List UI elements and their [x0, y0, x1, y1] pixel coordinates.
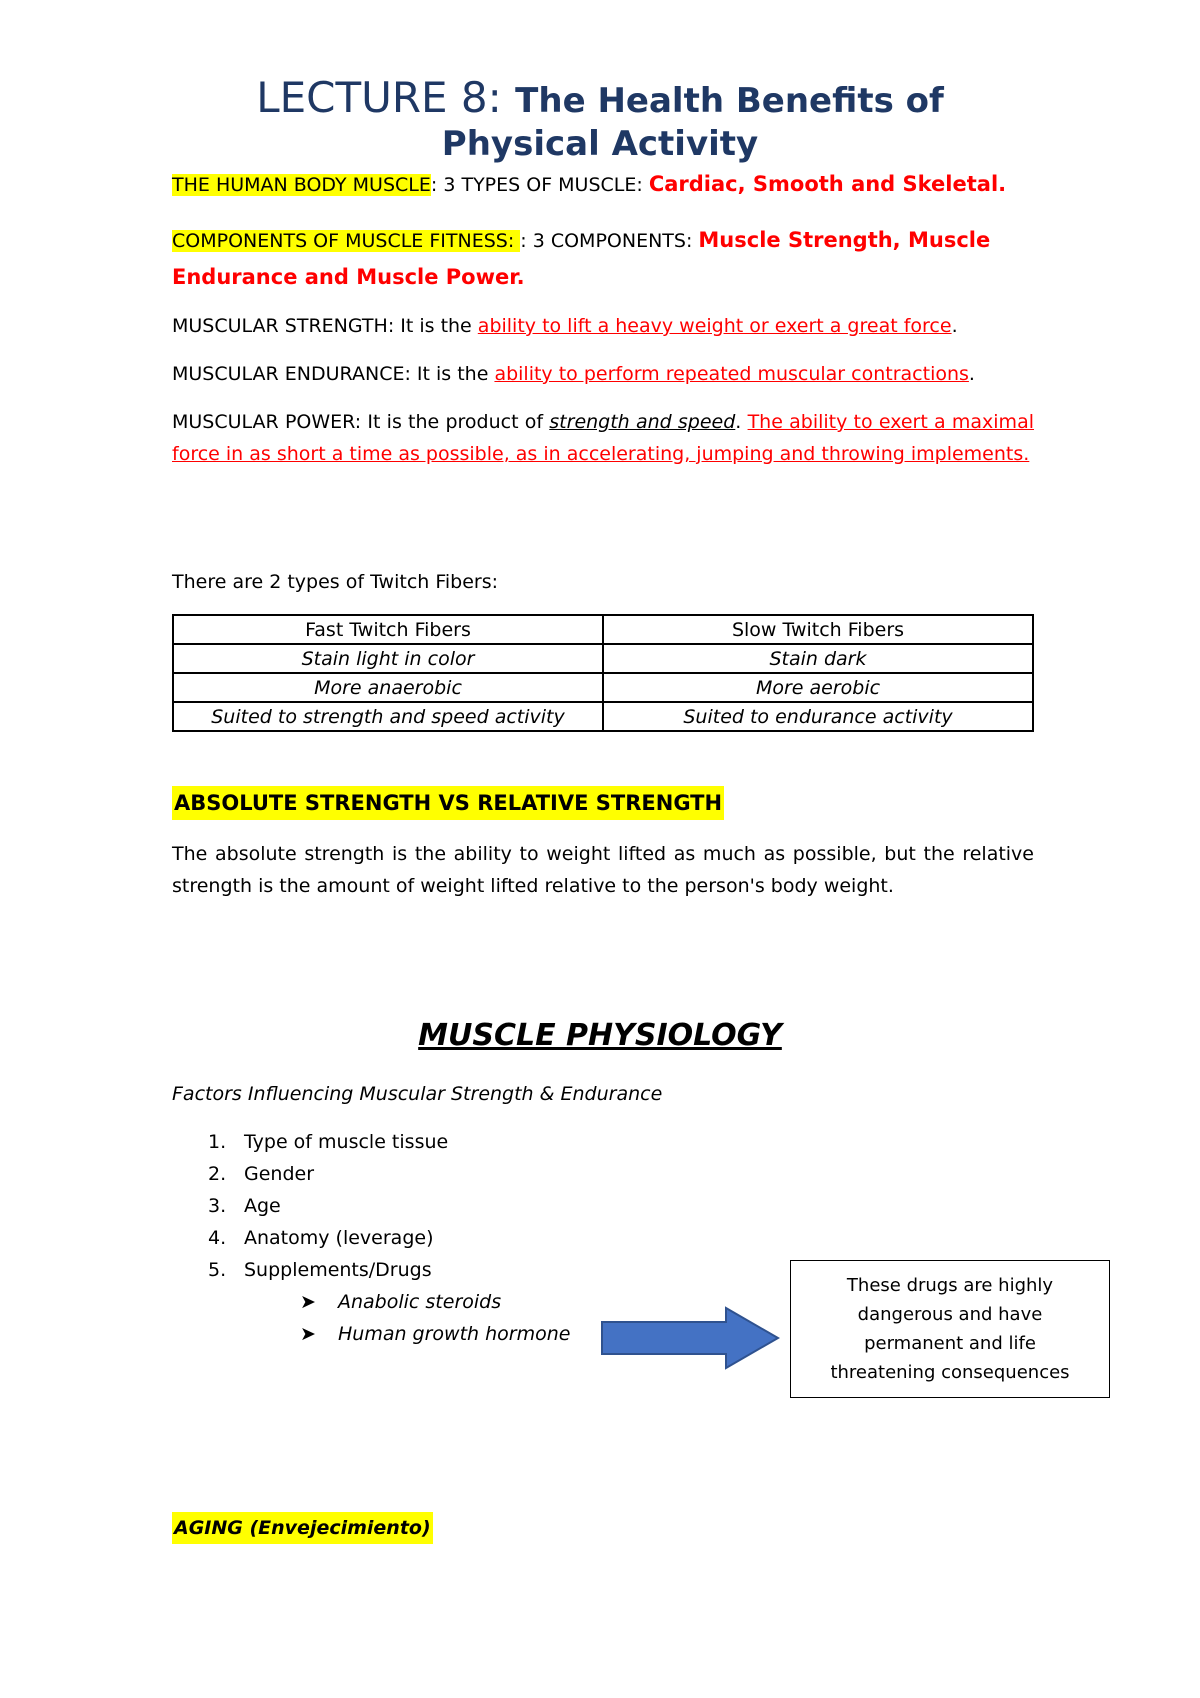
muscle-physiology-title: MUSCLE PHYSIOLOGY	[418, 1018, 782, 1053]
table-row	[173, 702, 1033, 731]
arrowhead-bullet-icon: ➤	[300, 1323, 316, 1345]
twitch-intro: There are 2 types of Twitch Fibers:	[172, 571, 499, 593]
table-row	[173, 644, 1033, 673]
page-title-line-1: LECTURE 8: The Health Benefits of	[256, 73, 944, 122]
absolute-strength-paragraph: The absolute strength is the ability to weight lifted as much as possible, but the relative strength is the amount of weight lifted relative to the person's body weight.	[172, 843, 1034, 897]
table-cell: More aerobic	[603, 673, 1033, 702]
components-label: COMPONENTS OF MUSCLE FITNESS:	[172, 230, 521, 252]
lecture-subtitle-part1: The Health Benefits of	[515, 81, 944, 121]
table-cell: More anaerobic	[173, 673, 603, 702]
list-item: ➤ Anabolic steroids	[300, 1286, 570, 1318]
muscular-endurance-line: MUSCULAR ENDURANCE: It is the ability to perform repeated muscular contractions.	[172, 363, 975, 385]
right-arrow-icon	[600, 1306, 782, 1370]
table-cell: Suited to strength and speed activity	[173, 702, 603, 731]
table-header-cell: Slow Twitch Fibers	[603, 615, 1033, 644]
list-item: 5. Supplements/Drugs	[208, 1259, 432, 1281]
table-header-cell: Fast Twitch Fibers	[173, 615, 603, 644]
table-cell: Suited to endurance activity	[603, 702, 1033, 731]
table-header-row	[173, 615, 1033, 644]
lecture-number: LECTURE 8	[256, 73, 488, 122]
warning-callout-text: These drugs are highly dangerous and have permanent and life threatening consequences	[830, 1275, 1070, 1383]
absolute-vs-relative-heading: ABSOLUTE STRENGTH VS RELATIVE STRENGTH	[172, 786, 724, 820]
endurance-definition: ability to perform repeated muscular contractions	[494, 363, 969, 385]
power-definition: The ability to exert a maximal force in as short a time as possible, as in accelerating, jumping and throwing implements.	[172, 411, 1034, 465]
power-product: strength and speed	[549, 411, 736, 433]
twitch-fibers-table	[172, 614, 1034, 732]
factors-list	[172, 1126, 448, 1286]
list-item: 3. Age	[208, 1195, 281, 1217]
table-cell: Stain light in color	[173, 644, 603, 673]
warning-callout-box	[790, 1260, 1110, 1398]
muscle-types: Cardiac, Smooth and Skeletal.	[648, 172, 1007, 196]
page-title-line-2: Physical Activity	[441, 124, 759, 164]
list-item: 2. Gender	[208, 1163, 315, 1185]
arrowhead-bullet-icon: ➤	[300, 1291, 316, 1313]
factors-heading: Factors Influencing Muscular Strength & Endurance	[172, 1083, 663, 1105]
human-body-label: THE HUMAN BODY MUSCLE	[172, 174, 431, 196]
list-item: ➤ Human growth hormone	[300, 1318, 570, 1350]
components-line: COMPONENTS OF MUSCLE FITNESS: : 3 COMPONENTS: Muscle Strength, Muscle Endurance and Muscle Power.	[172, 228, 991, 289]
human-body-muscle-line: THE HUMAN BODY MUSCLE: 3 TYPES OF MUSCLE: Cardiac, Smooth and Skeletal.	[172, 172, 1007, 196]
strength-definition: ability to lift a heavy weight or exert a great force	[477, 315, 952, 337]
aging-heading: AGING (Envejecimiento)	[172, 1512, 433, 1544]
drugs-list	[300, 1286, 570, 1350]
muscular-power-paragraph: MUSCULAR POWER: It is the product of strength and speed. The ability to exert a maximal force in as short a time as possible, as in accelerating, jumping and throwing implements.	[172, 411, 1034, 465]
table-cell: Stain dark	[603, 644, 1033, 673]
list-item: 1. Type of muscle tissue	[208, 1131, 449, 1153]
list-item: 4. Anatomy (leverage)	[208, 1227, 434, 1249]
muscular-strength-line: MUSCULAR STRENGTH: It is the ability to lift a heavy weight or exert a great force.	[172, 315, 958, 337]
components-value: Muscle Strength, Muscle Endurance and Muscle Power.	[172, 228, 991, 289]
table-row	[173, 673, 1033, 702]
